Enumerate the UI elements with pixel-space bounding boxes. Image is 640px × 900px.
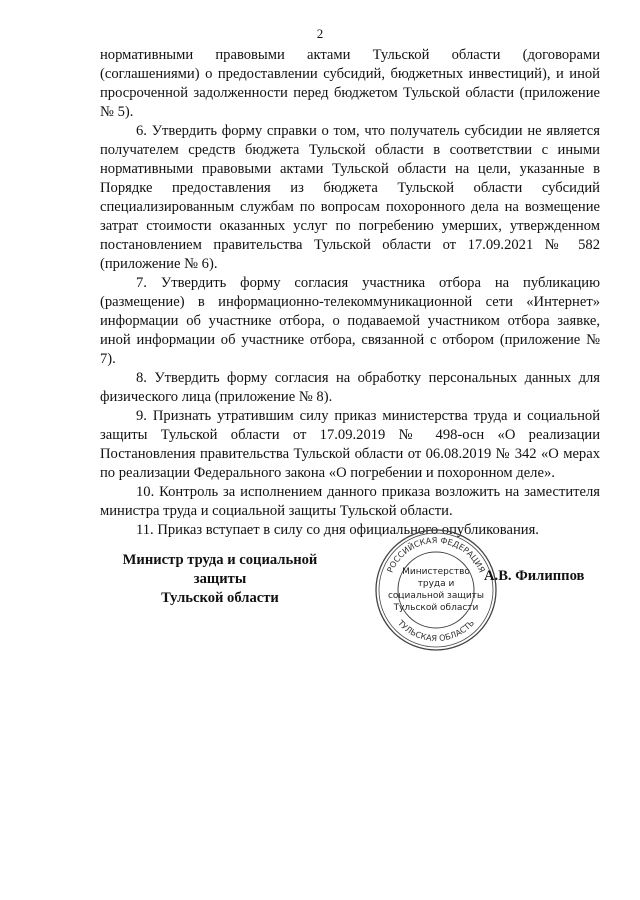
paragraph-11: 11. Приказ вступает в силу со дня официального опубликования. [136, 522, 539, 538]
seal-center-line4: Тульской области [393, 603, 479, 613]
paragraph-5-continuation: нормативными правовыми актами Тульской области (договорами (соглашениями) о предоставлении субсидий, бюджетных инвестиций), и иной просроченной задолженности перед бюджетом Тульской области (приложение № 5). [100, 47, 600, 120]
paragraph-7: 7. Утвердить форму согласия участника отбора на публикацию (размещение) в информационно-телекоммуникационной сети «Интернет» информации об участнике отбора, о подаваемой участником отбора заявке, иной информации об участнике отбора, связанной с отбором (приложение № 7). [100, 275, 600, 367]
seal-center-line2: труда и [417, 579, 455, 589]
paragraph-10: 10. Контроль за исполнением данного приказа возложить на заместителя министра труда и социальной защиты Тульской области. [100, 484, 600, 519]
page-number: 2 [316, 26, 324, 41]
paragraph-9: 9. Признать утратившим силу приказ министерства труда и социальной защиты Тульской области от 17.09.2019 № 498-осн «О реализации Постановления правительства Тульской области от 06.08.2019 № 342 «О мерах по реализации Федерального закона «О погребении и похоронном деле». [100, 408, 600, 481]
seal-ring-top-text: РОССИЙСКАЯ ФЕДЕРАЦИЯ [384, 534, 488, 575]
signatory-title [100, 551, 340, 608]
seal-center-line3: социальной защиты [387, 591, 485, 601]
signatory-name: А.В. Филиппов [484, 568, 585, 584]
signatory-title-line1: Министр труда и социальной защиты [122, 552, 318, 587]
document-body [100, 46, 600, 540]
paragraph-8: 8. Утвердить форму согласия на обработку персональных данных для физического лица (приложение № 8). [100, 370, 600, 405]
seal-center-line1: Министерство [402, 567, 470, 577]
paragraph-6: 6. Утвердить форму справки о том, что получатель субсидии не является получателем средств бюджета Тульской области в соответствии с иными нормативными правовыми актами Тульской области на цели, указанные в Порядке предоставления из бюджета Тульской области субсидий специализированным службам по вопросам похоронного дела на возмещение затрат стоимости оказанных услуг по погребению умерших, утвержденном постановлением правительства Тульской области от 17.09.2021 № 582 (приложение № 6). [100, 123, 600, 272]
seal-ring-bottom-text: ТУЛЬСКАЯ ОБЛАСТЬ [395, 617, 477, 644]
signatory-title-line2: Тульской области [161, 590, 279, 606]
official-seal [374, 528, 498, 652]
